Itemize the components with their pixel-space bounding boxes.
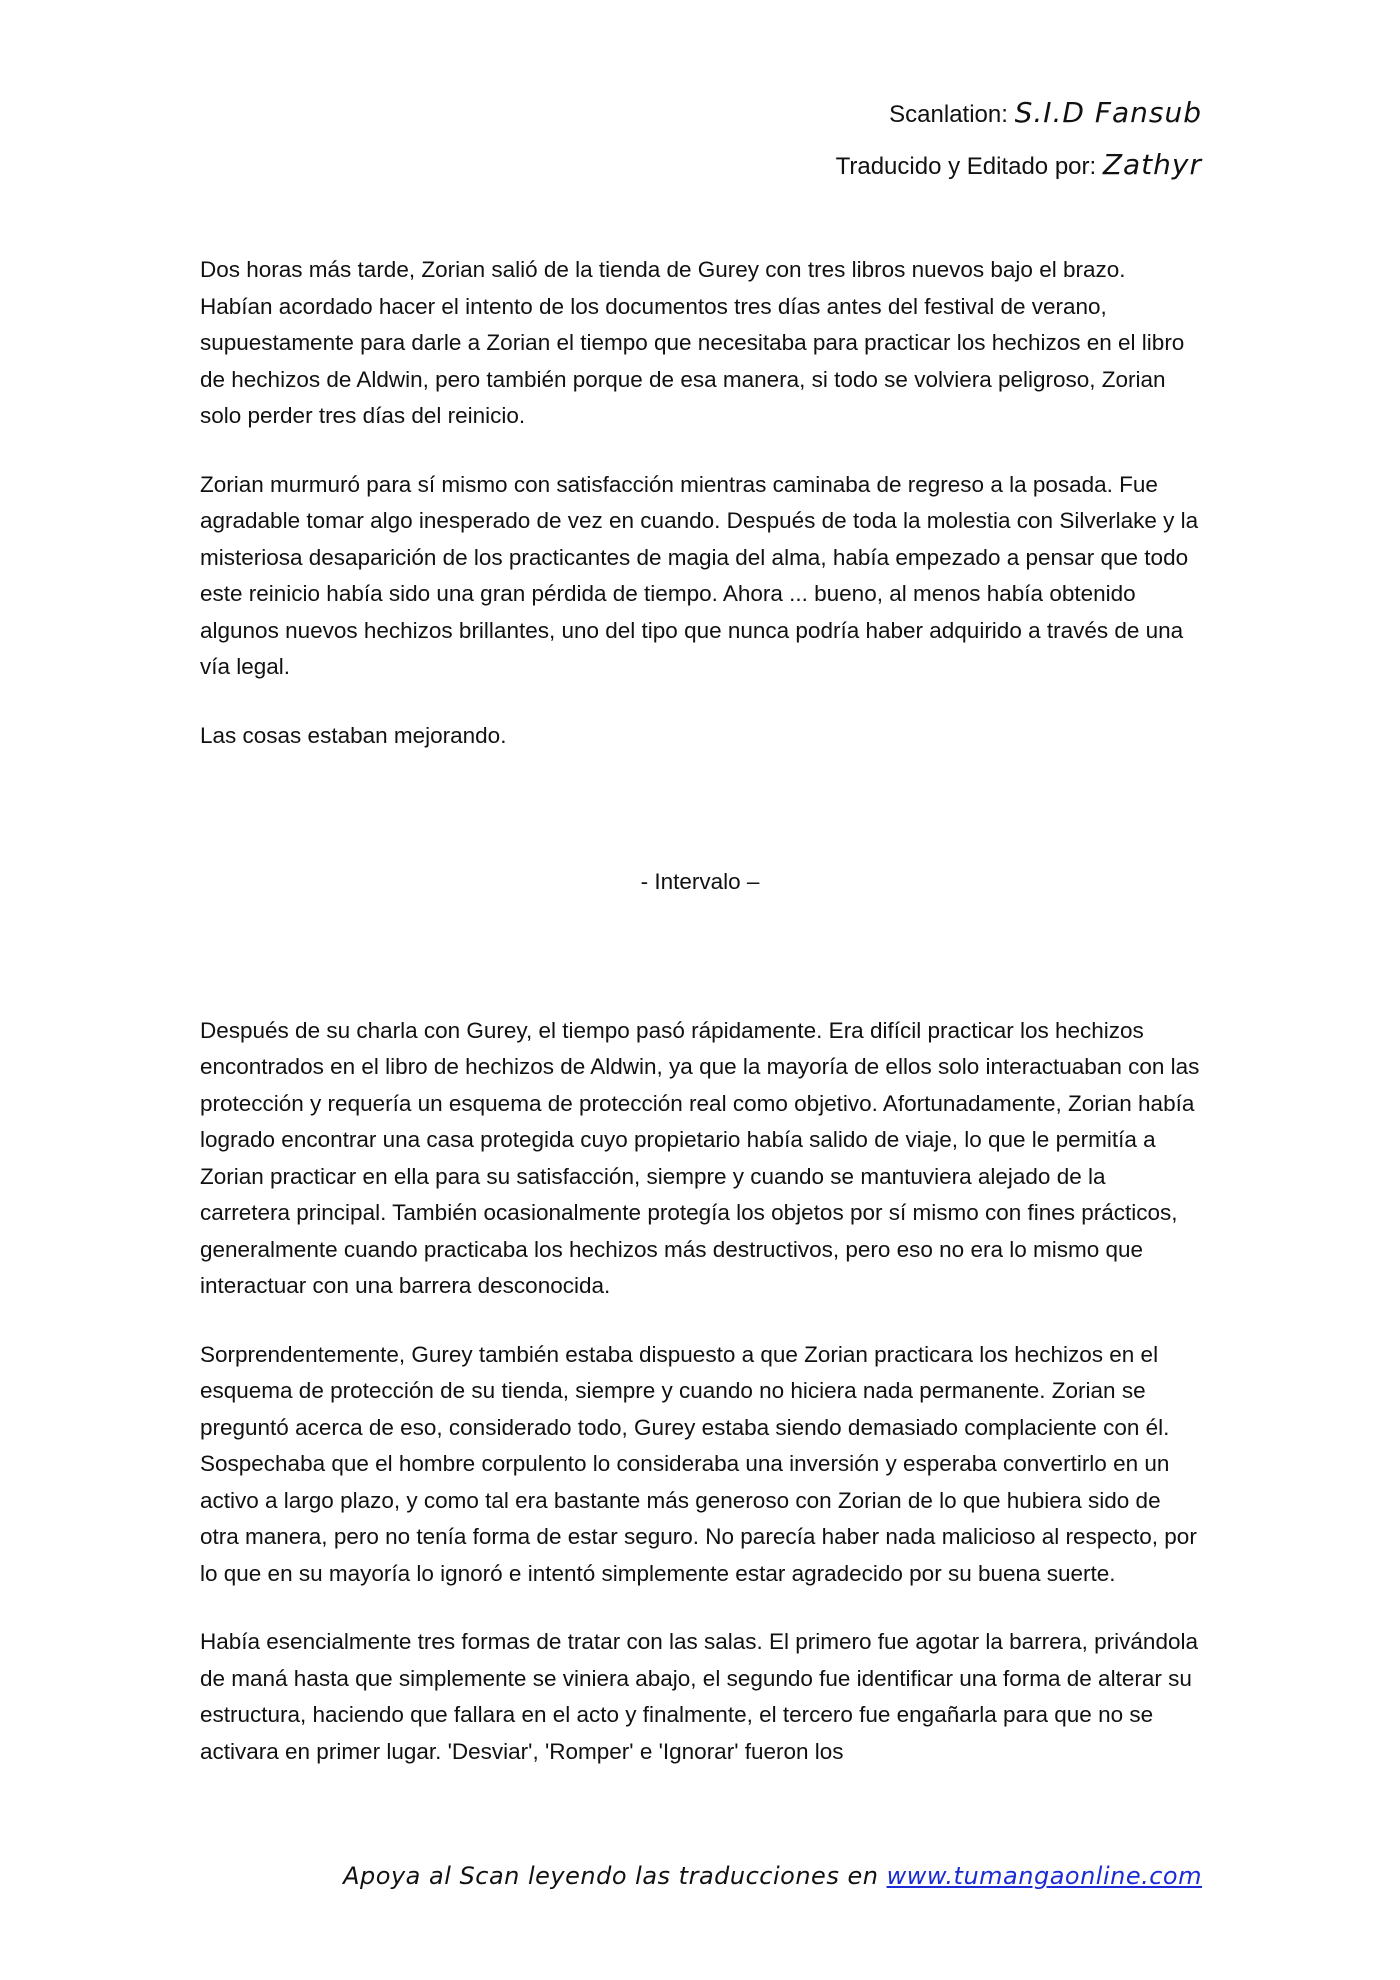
paragraph: Después de su charla con Gurey, el tiempo pasó rápidamente. Era difícil practicar los hechizos encontrados en el libro de hechizos de Aldwin, ya que la mayoría de ellos solo interactuaban con las protección y requería un esquema de protección real como objetivo. Afortunadamente, Zorian había logrado encontrar una casa protegida cuyo propietario había salido de viaje, lo que le permitía a Zorian practicar en ella para su satisfacción, siempre y cuando se mantuviera alejado de la carretera principal. También ocasionalmente protegía los objetos por sí mismo con fines prácticos, generalmente cuando practicaba los hechizos más destructivos, pero eso no era lo mismo que interactuar con una barrera desconocida.: [200, 1017, 1200, 1298]
credit-label: Traducido y Editado por:: [835, 153, 1097, 180]
paragraph: Sorprendentemente, Gurey también estaba dispuesto a que Zorian practicara los hechizos en el esquema de protección de su tienda, siempre y cuando no hiciera nada permanente. Zorian se preguntó acerca de eso, considerado todo, Gurey estaba siendo demasiado complaciente con él. Sospechaba que el hombre corpulento lo consideraba una inversión y esperaba convertirlo en un activo a largo plazo, y como tal era bastante más generoso con Zorian de lo que hubiera sido de otra manera, pero no tenía forma de estar seguro. No parecía haber nada malicioso al respecto, por lo que en su mayoría lo ignoró e intentó simplemente estar agradecido por su buena suerte.: [200, 1341, 1197, 1586]
footer-link[interactable]: www.tumangaonline.com: [886, 1862, 1202, 1890]
credit-name: Zathyr: [1102, 148, 1202, 181]
paragraph: Zorian murmuró para sí mismo con satisfacción mientras caminaba de regreso a la posada. Fue agradable tomar algo inesperado de vez en cuando. Después de toda la molestia con Silverlake y la misteriosa desaparición de los practicantes de magia del alma, había empezado a pensar que todo este reinicio había sido una gran pérdida de tiempo. Ahora ... bueno, al menos había obtenido algunos nuevos hechizos brillantes, uno del tipo que nunca podría haber adquirido a través de una vía legal.: [200, 471, 1199, 679]
credit-line: [836, 140, 1202, 192]
paragraph: Había esencialmente tres formas de tratar con las salas. El primero fue agotar la barrera, privándola de maná hasta que simplemente se viniera abajo, el segundo fue identificar una forma de alterar su estructura, haciendo que fallara en el acto y finalmente, el tercero fue engañarla para que no se activara en primer lugar. 'Desviar', 'Romper' e 'Ignorar' fueron los: [200, 1629, 1198, 1764]
credits-header: [836, 88, 1202, 192]
paragraph: Las cosas estaban mejorando.: [200, 722, 507, 748]
scanlation-name: S.I.D Fansub: [1014, 96, 1202, 129]
scanlation-label: Scanlation:: [889, 101, 1008, 128]
footer-text: Apoya al Scan leyendo las traducciones en: [343, 1862, 879, 1890]
scanlation-line: [836, 88, 1202, 140]
section-separator: - Intervalo –: [640, 869, 760, 894]
document-body: [200, 252, 1200, 1802]
footer-promo: [343, 1862, 1202, 1890]
paragraph: Dos horas más tarde, Zorian salió de la tienda de Gurey con tres libros nuevos bajo el brazo. Habían acordado hacer el intento de los documentos tres días antes del festival de verano, supuestamente para darle a Zorian el tiempo que necesitaba para practicar los hechizos en el libro de hechizos de Aldwin, pero también porque de esa manera, si todo se volviera peligroso, Zorian solo perder tres días del reinicio.: [200, 257, 1185, 428]
